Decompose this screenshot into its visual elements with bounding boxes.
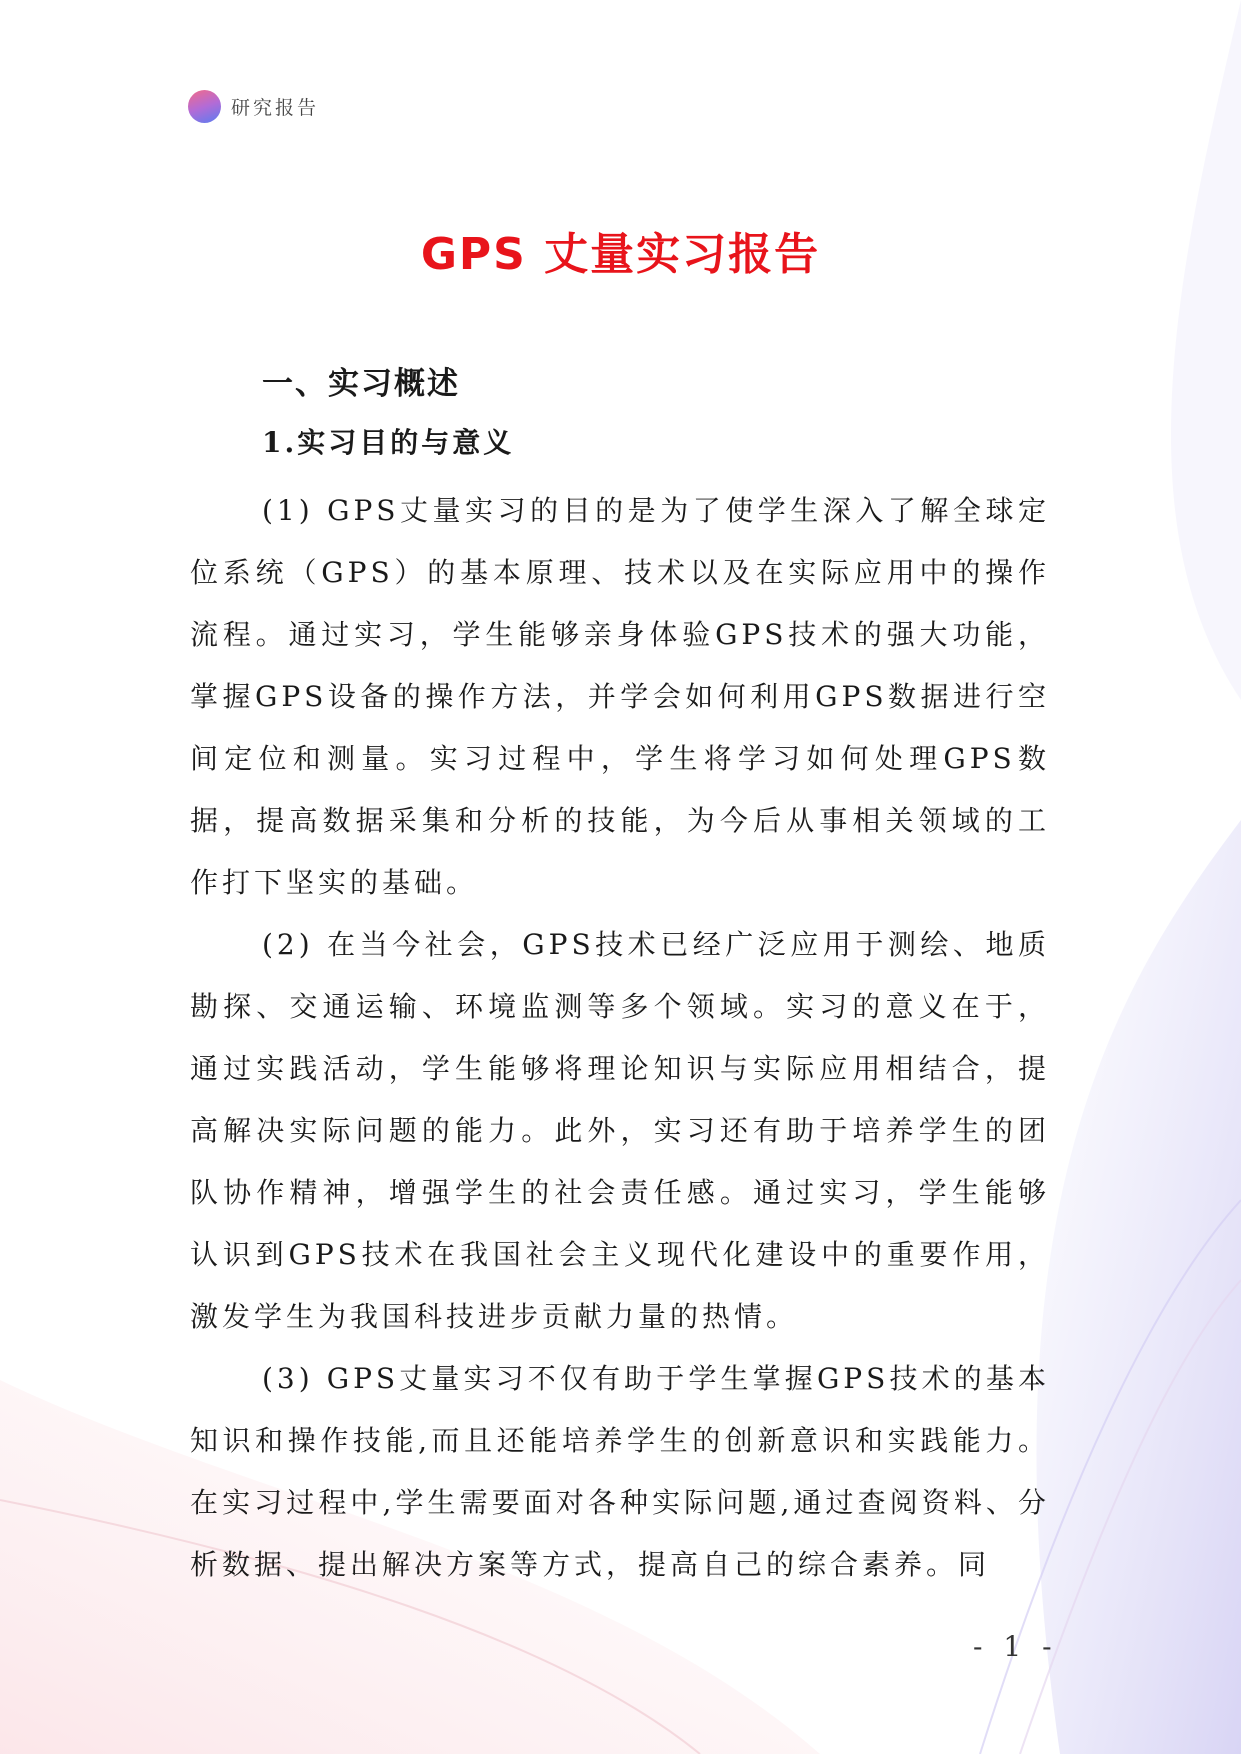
page-number: - 1 - <box>973 1630 1058 1663</box>
body-text <box>190 480 1050 1596</box>
header <box>188 89 319 123</box>
header-label: 研究报告 <box>231 96 320 119</box>
gradient-circle-logo-icon <box>188 90 221 123</box>
subsection-heading: 1.实习目的与意义 <box>262 426 515 459</box>
document-title: GPS 丈量实习报告 <box>420 229 821 280</box>
section-heading: 一、实习概述 <box>262 366 460 402</box>
paragraph-2: (2) 在当今社会，GPS技术已经广泛应用于测绘、地质勘探、交通运输、环境监测等多个领域。实习的意义在于，通过实践活动，学生能够将理论知识与实际应用相结合，提高解决实际问题的能力。此外，实习还有助于培养学生的团队协作精神，增强学生的社会责任感。通过实习，学生能够认识到GPS技术在我国社会主义现代化建设中的重要作用，激发学生为我国科技进步贡献力量的热情。 <box>190 928 1050 1333</box>
paragraph-1: (1) GPS丈量实习的目的是为了使学生深入了解全球定位系统（GPS）的基本原理、技术以及在实际应用中的操作流程。通过实习，学生能够亲身体验GPS技术的强大功能，掌握GPS设备的操作方法，并学会如何利用GPS数据进行空间定位和测量。实习过程中，学生将学习如何处理GPS数据，提高数据采集和分析的技能，为今后从事相关领域的工作打下坚实的基础。 <box>190 494 1050 899</box>
paragraph-3: (3) GPS丈量实习不仅有助于学生掌握GPS技术的基本知识和操作技能,而且还能培养学生的创新意识和实践能力。在实习过程中,学生需要面对各种实际问题,通过查阅资料、分析数据、提出解决方案等方式，提高自己的综合素养。同 <box>190 1362 1050 1581</box>
